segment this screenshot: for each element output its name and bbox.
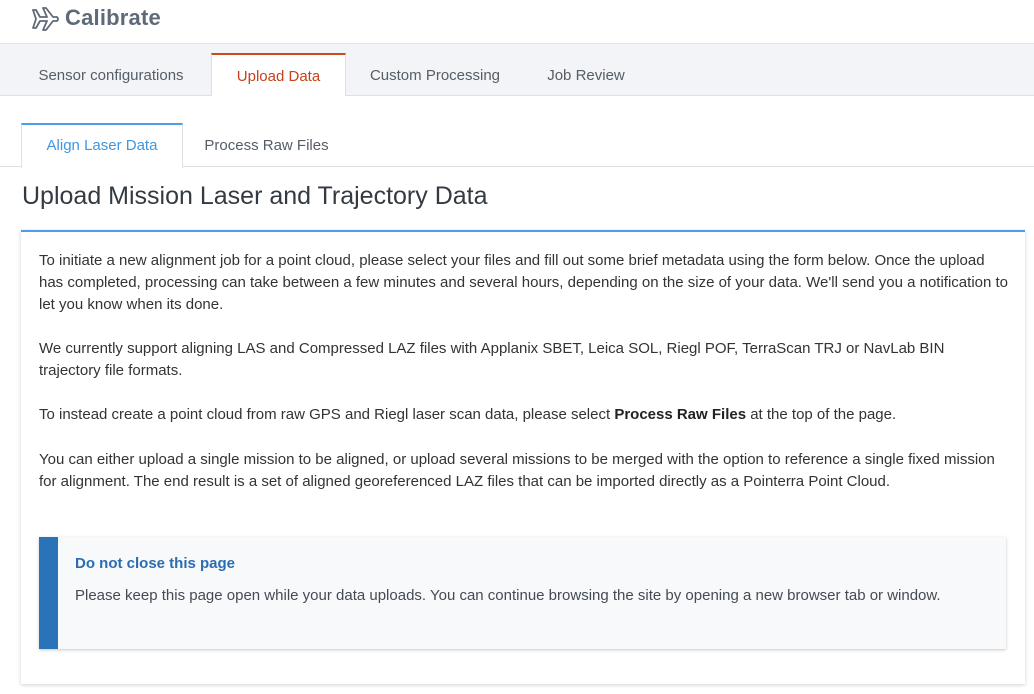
main-tab-bar bbox=[0, 44, 1034, 96]
sub-tab-bar bbox=[0, 96, 1034, 167]
page-title: Upload Mission Laser and Trajectory Data bbox=[22, 182, 488, 210]
app-title[interactable]: Calibrate bbox=[65, 5, 161, 30]
warning-callout bbox=[39, 537, 1006, 649]
raw-files-paragraph bbox=[39, 404, 1009, 426]
callout-text: Please keep this page open while your data uploads. You can continue browsing the site by opening a new browser tab or window. bbox=[75, 587, 941, 604]
tab-custom-processing[interactable]: Custom Processing bbox=[369, 67, 501, 84]
top-bar bbox=[0, 0, 1034, 44]
airplane-icon bbox=[31, 7, 59, 31]
tab-align-laser-data[interactable]: Align Laser Data bbox=[21, 123, 183, 168]
tab-job-review[interactable]: Job Review bbox=[547, 67, 625, 84]
tab-upload-data[interactable]: Upload Data bbox=[211, 53, 346, 97]
raw-files-text-after: at the top of the page. bbox=[746, 406, 897, 423]
content-panel bbox=[21, 230, 1025, 684]
missions-paragraph: You can either upload a single mission to be aligned, or upload several missions to be merged with the option to reference a single fixed mission for alignment. The end result is a set of aligned georeferenced LAZ files that can be imported directly as a Pointerra Point Cloud. bbox=[39, 451, 995, 490]
tab-sensor-configurations[interactable]: Sensor configurations bbox=[38, 67, 184, 84]
process-raw-files-emphasis: Process Raw Files bbox=[614, 406, 747, 423]
intro-paragraph: To initiate a new alignment job for a point cloud, please select your files and fill out some brief metadata using the form below. Once the upload has completed, processing can take between a few minutes and several hours, depending on the size of your data. We'll send you a notification to let you know when its done. bbox=[39, 252, 1009, 313]
raw-files-text-before: To instead create a point cloud from raw GPS and Riegl laser scan data, please select bbox=[39, 406, 615, 423]
tab-process-raw-files[interactable]: Process Raw Files bbox=[204, 137, 329, 154]
supported-formats-paragraph: We currently support aligning LAS and Compressed LAZ files with Applanix SBET, Leica SOL, Riegl POF, TerraScan TRJ or NavLab BIN trajectory file formats. bbox=[39, 340, 945, 379]
callout-title: Do not close this page bbox=[75, 555, 236, 572]
